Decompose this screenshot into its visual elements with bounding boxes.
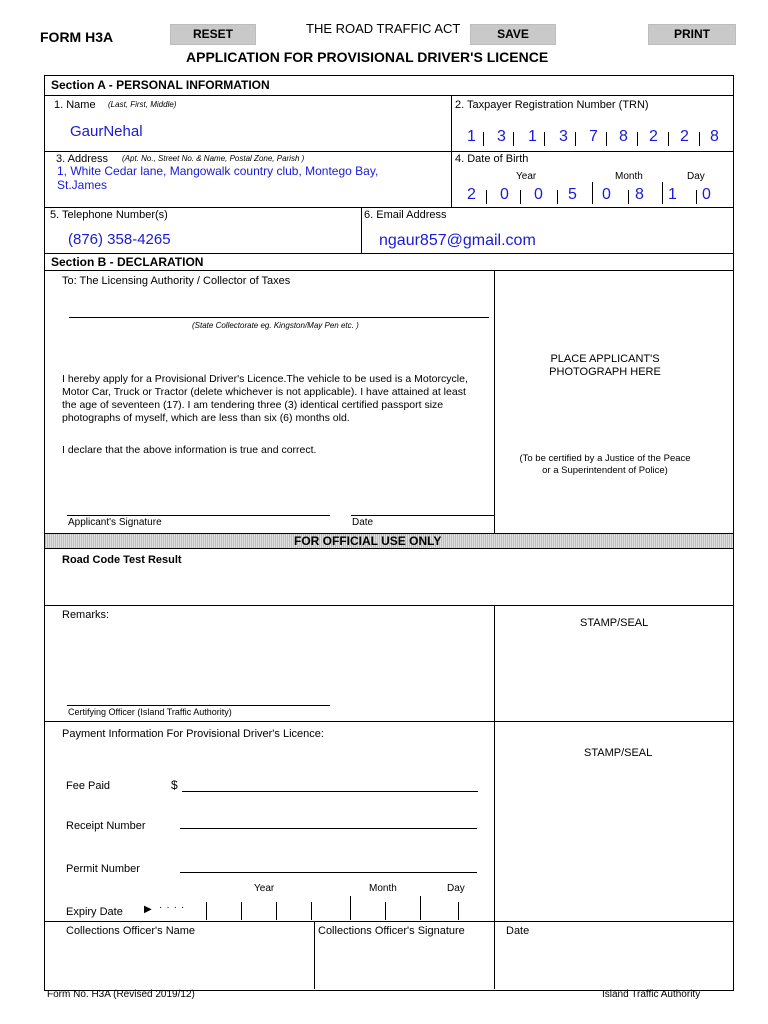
photo-placeholder: PLACE APPLICANT'S PHOTOGRAPH HERE (549, 353, 661, 378)
trn-digit: 2 (680, 128, 689, 145)
dob-label: 4. Date of Birth (455, 153, 529, 165)
remarks-label: Remarks: (62, 609, 110, 621)
dob-day-label: Day (687, 171, 705, 182)
authority-name: Island Traffic Authority (602, 989, 701, 1000)
section-a-heading: Section A - PERSONAL INFORMATION (51, 78, 270, 92)
collections-officer-name-label: Collections Officer's Name (66, 925, 196, 937)
trn-digit: 8 (619, 128, 628, 145)
declaration-text: I hereby apply for a Provisional Driver's Licence.The vehicle to be used is a Motorcycle, Motor Car, Truck or Tractor (delete whichever is not applicable). I have attained at least the age of seventeen (17). I am tendering three (3) identical certified passport size photographs of myself, which are less than six (6) months old. (62, 373, 468, 424)
payment-info-label: Payment Information For Provisional Driver's Licence: (62, 728, 324, 740)
permit-number-field[interactable] (180, 872, 477, 873)
photo-cert-note: (To be certified by a Justice of the Peace or a Superintendent of Police) (519, 453, 691, 476)
dob-digit: 0 (534, 186, 543, 203)
dob-digit: 5 (568, 186, 577, 203)
expiry-month-label: Month (369, 883, 397, 894)
expiry-year-label: Year (254, 883, 275, 894)
stamp-seal-2: STAMP/SEAL (584, 747, 653, 759)
certifying-officer-line[interactable] (67, 705, 330, 706)
dob-year-label: Year (516, 171, 537, 182)
act-title: THE ROAD TRAFFIC ACT (306, 21, 461, 36)
name-label: 1. Name (54, 99, 96, 111)
play-icon: ▶ (144, 904, 152, 915)
reset-button[interactable]: RESET (170, 24, 256, 45)
date-line[interactable] (351, 515, 494, 516)
dob-digit: 2 (467, 186, 476, 203)
trn-digit: 1 (467, 128, 476, 145)
expiry-day-label: Day (447, 883, 465, 894)
date-label: Date (352, 517, 374, 528)
address-field[interactable]: 1, White Cedar lane, Mangowalk country club, Montego Bay, St.James (57, 164, 379, 192)
dob-digit: 1 (668, 186, 677, 203)
receipt-number-label: Receipt Number (66, 820, 146, 832)
expiry-date-label: Expiry Date (66, 906, 123, 918)
certifying-officer-label: Certifying Officer (Island Traffic Authority) (68, 707, 232, 717)
dob-digit: 8 (635, 186, 644, 203)
name-field[interactable]: GaurNehal (70, 123, 143, 140)
dotted-leader: ···· (159, 902, 189, 913)
permit-number-label: Permit Number (66, 863, 140, 875)
declare-true: I declare that the above information is true and correct. (62, 444, 317, 456)
dob-digit: 0 (702, 186, 711, 203)
trn-label: 2. Taxpayer Registration Number (TRN) (455, 99, 649, 111)
dob-digit: 0 (500, 186, 509, 203)
collectorate-hint: (State Collectorate eg. Kingston/May Pen etc. ) (192, 321, 359, 330)
dob-field[interactable] (452, 182, 732, 206)
signature-label: Applicant's Signature (68, 517, 162, 528)
email-label: 6. Email Address (364, 209, 447, 221)
trn-digit: 3 (559, 128, 568, 145)
form-number: Form No. H3A (Revised 2019/12) (47, 989, 195, 1000)
collections-officer-signature-label: Collections Officer's Signature (318, 925, 465, 937)
fee-paid-field[interactable] (182, 791, 478, 792)
email-field[interactable]: ngaur857@gmail.com (379, 232, 536, 249)
phone-label: 5. Telephone Number(s) (50, 209, 168, 221)
form-title: APPLICATION FOR PROVISIONAL DRIVER'S LICENCE (186, 49, 549, 65)
road-code-label: Road Code Test Result (62, 554, 182, 566)
trn-digit: 3 (497, 128, 506, 145)
address-label: 3. Address (56, 153, 108, 165)
collectorate-line[interactable] (69, 317, 489, 318)
signature-line[interactable] (67, 515, 330, 516)
official-banner-text: FOR OFFICIAL USE ONLY (294, 534, 442, 548)
receipt-number-field[interactable] (180, 828, 477, 829)
section-b-heading: Section B - DECLARATION (51, 255, 204, 269)
trn-field[interactable] (452, 124, 732, 150)
trn-digit: 2 (649, 128, 658, 145)
trn-digit: 7 (589, 128, 598, 145)
phone-field[interactable]: (876) 358-4265 (68, 231, 171, 248)
form-id: FORM H3A (40, 29, 114, 45)
save-button[interactable]: SAVE (470, 24, 556, 45)
trn-digit: 8 (710, 128, 719, 145)
collections-date-label: Date (506, 925, 530, 937)
fee-paid-label: Fee Paid (66, 780, 111, 792)
dob-month-label: Month (615, 171, 643, 182)
dob-digit: 0 (602, 186, 611, 203)
name-hint: (Last, First, Middle) (108, 100, 177, 109)
currency-symbol: $ (171, 778, 178, 792)
address-hint: (Apt. No., Street No. & Name, Postal Zone, Parish ) (122, 154, 305, 163)
stamp-seal-1: STAMP/SEAL (580, 617, 649, 629)
to-line: To: The Licensing Authority / Collector of Taxes (62, 275, 291, 287)
trn-digit: 1 (528, 128, 537, 145)
print-button[interactable]: PRINT (648, 24, 736, 45)
expiry-date-field[interactable] (206, 896, 470, 920)
